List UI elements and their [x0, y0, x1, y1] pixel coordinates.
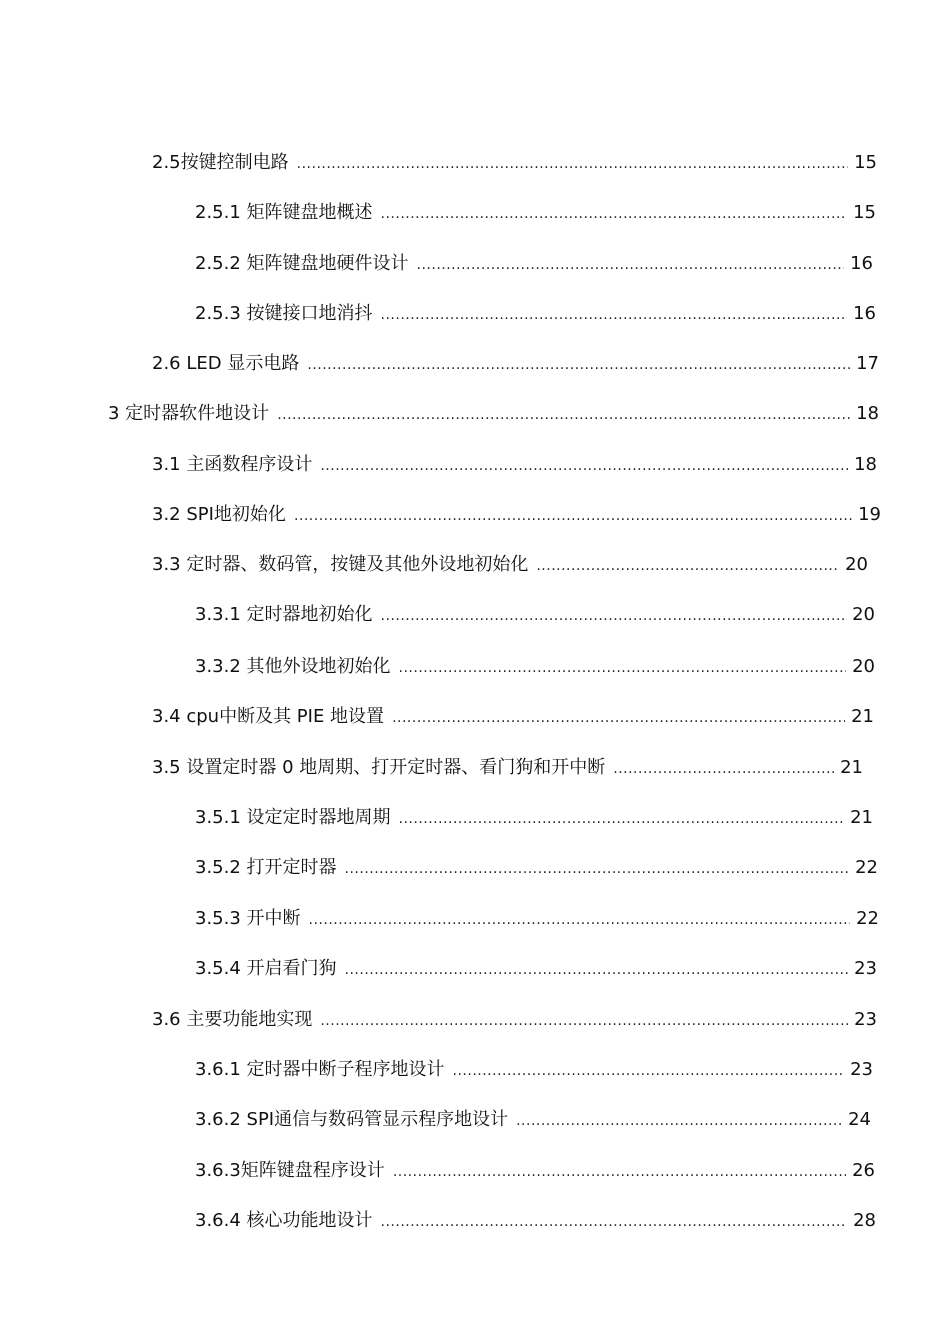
toc-entry-page: 17: [856, 353, 879, 374]
toc-entry-2-5[interactable]: [152, 152, 877, 175]
toc-entry-3-6[interactable]: [152, 1009, 877, 1032]
toc-entry-3-5-2[interactable]: [195, 857, 878, 880]
toc-entry-page: 23: [850, 1059, 873, 1080]
toc-entry-3-6-2[interactable]: [195, 1109, 871, 1132]
toc-entry-label: 3.2 SPI地初始化: [152, 504, 286, 525]
dot-leader: [345, 858, 850, 880]
toc-entry-page: 18: [856, 403, 879, 424]
dot-leader: [307, 354, 850, 376]
toc-entry-label: 3.3.1 定时器地初始化: [195, 604, 373, 625]
dot-leader: [381, 605, 847, 627]
toc-entry-page: 24: [848, 1109, 871, 1130]
toc-entry-page: 22: [856, 908, 879, 929]
toc-entry-label: 3.6 主要功能地实现: [152, 1009, 313, 1030]
toc-entry-label: 3 定时器软件地设计: [108, 403, 270, 424]
toc-entry-page: 20: [852, 656, 875, 677]
toc-entry-3-5-1[interactable]: [195, 807, 873, 830]
dot-leader: [536, 555, 839, 577]
toc-entry-3-6-1[interactable]: [195, 1059, 873, 1082]
toc-entry-3-3[interactable]: [152, 554, 868, 577]
toc-entry-label: 2.5.2 矩阵键盘地硬件设计: [195, 253, 409, 274]
toc-entry-page: 21: [851, 706, 874, 727]
toc-entry-2-5-1[interactable]: [195, 202, 876, 225]
toc-entry-label: 2.5按键控制电路: [152, 152, 289, 173]
toc-entry-label: 3.4 cpu中断及其 PIE 地设置: [152, 706, 385, 727]
toc-entry-page: 21: [850, 807, 873, 828]
toc-entry-page: 28: [853, 1210, 876, 1231]
toc-entry-3-6-4[interactable]: [195, 1210, 876, 1233]
toc-entry-label: 2.5.1 矩阵键盘地概述: [195, 202, 373, 223]
toc-entry-label: 3.5.3 开中断: [195, 908, 301, 929]
dot-leader: [381, 203, 848, 225]
dot-leader: [516, 1110, 842, 1132]
toc-entry-label: 3.3.2 其他外设地初始化: [195, 656, 391, 677]
toc-entry-label: 3.6.2 SPI通信与数码管显示程序地设计: [195, 1109, 509, 1130]
toc-entry-label: 3.5.4 开启看门狗: [195, 958, 337, 979]
dot-leader: [320, 455, 848, 477]
toc-entry-page: 18: [854, 454, 877, 475]
toc-entry-3-5[interactable]: [152, 757, 863, 780]
toc-entry-page: 26: [852, 1160, 875, 1181]
toc-entry-3-5-4[interactable]: [195, 958, 877, 981]
toc-entry-label: 3.1 主函数程序设计: [152, 454, 313, 475]
dot-leader: [345, 959, 849, 981]
dot-leader: [399, 657, 847, 679]
dot-leader: [277, 404, 850, 426]
toc-entry-page: 16: [850, 253, 873, 274]
toc-entry-3-3-1[interactable]: [195, 604, 875, 627]
toc-entry-label: 3.6.4 核心功能地设计: [195, 1210, 373, 1231]
toc-entry-label: 3.5.2 打开定时器: [195, 857, 337, 878]
toc-entry-page: 23: [854, 1009, 877, 1030]
dot-leader: [417, 254, 845, 276]
toc-entry-page: 19: [858, 504, 881, 525]
toc-entry-3[interactable]: [108, 403, 879, 426]
toc-entry-label: 3.3 定时器、数码管，按键及其他外设地初始化: [152, 554, 529, 575]
toc-entry-label: 3.5.1 设定定时器地周期: [195, 807, 391, 828]
toc-entry-2-5-2[interactable]: [195, 253, 873, 276]
dot-leader: [453, 1060, 845, 1082]
dot-leader: [613, 758, 834, 780]
toc-entry-label: 2.6 LED 显示电路: [152, 353, 300, 374]
toc-entry-page: 20: [845, 554, 868, 575]
toc-entry-3-4[interactable]: [152, 706, 874, 729]
dot-leader: [309, 909, 851, 931]
toc-entry-page: 20: [852, 604, 875, 625]
toc-entry-label: 2.5.3 按键接口地消抖: [195, 303, 373, 324]
toc-entry-page: 22: [855, 857, 878, 878]
dot-leader: [297, 153, 848, 175]
toc-entry-label: 3.5 设置定时器 0 地周期、打开定时器、看门狗和开中断: [152, 757, 606, 778]
toc-entry-3-6-3[interactable]: [195, 1160, 875, 1183]
toc-entry-3-1[interactable]: [152, 454, 877, 477]
toc-entry-page: 15: [854, 152, 877, 173]
toc-entry-2-6[interactable]: [152, 353, 879, 376]
toc-entry-page: 15: [853, 202, 876, 223]
toc-entry-page: 23: [854, 958, 877, 979]
dot-leader: [320, 1010, 848, 1032]
dot-leader: [294, 505, 852, 527]
toc-entry-page: 16: [853, 303, 876, 324]
dot-leader: [399, 808, 845, 830]
toc-entry-3-5-3[interactable]: [195, 908, 879, 931]
toc-entry-3-3-2[interactable]: [195, 656, 875, 679]
dot-leader: [381, 1211, 848, 1233]
dot-leader: [393, 1161, 846, 1183]
toc-entry-label: 3.6.3矩阵键盘程序设计: [195, 1160, 385, 1181]
toc-entry-label: 3.6.1 定时器中断子程序地设计: [195, 1059, 445, 1080]
dot-leader: [392, 707, 845, 729]
dot-leader: [381, 304, 848, 326]
toc-entry-3-2[interactable]: [152, 504, 881, 527]
toc-entry-page: 21: [840, 757, 863, 778]
toc-entry-2-5-3[interactable]: [195, 303, 876, 326]
